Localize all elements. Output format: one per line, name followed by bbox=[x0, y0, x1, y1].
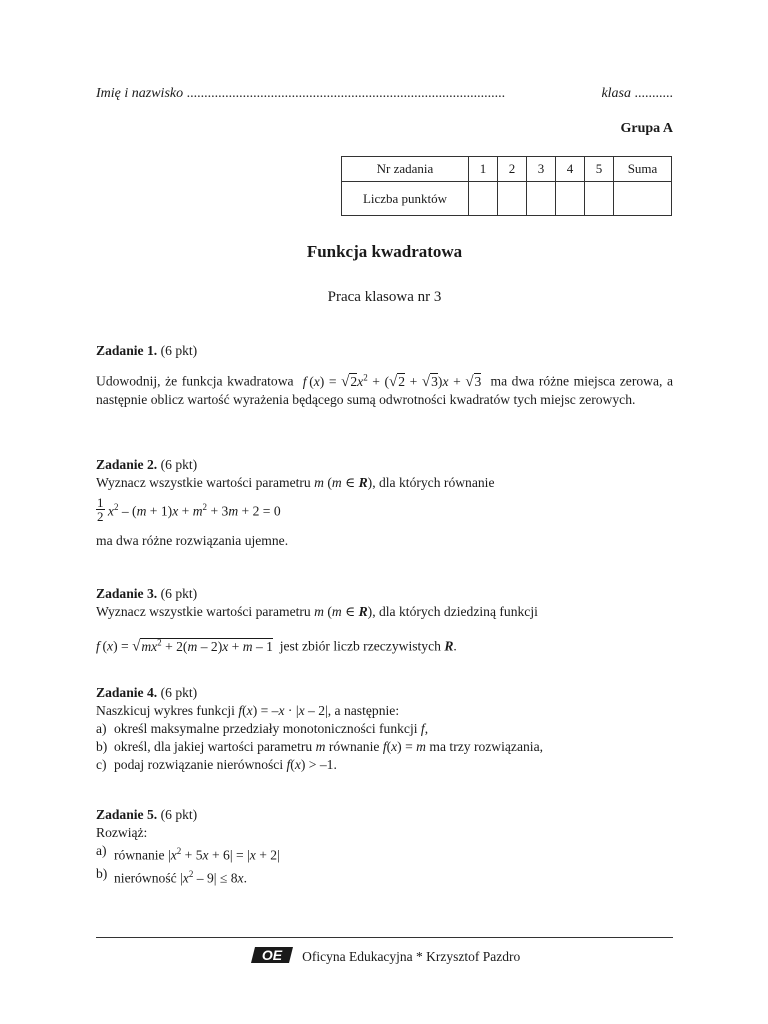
footer-divider bbox=[96, 937, 673, 938]
sum-label: Suma bbox=[614, 157, 672, 182]
list-item: a) równanie $|x^2 + 5x + 6| = |x + 2|$ bbox=[96, 843, 280, 863]
task-1-points: (6 pkt) bbox=[160, 343, 198, 358]
task-4-list bbox=[96, 720, 673, 774]
points-cell-3[interactable] bbox=[527, 182, 556, 216]
task-2-equation: $\frac{1}{2}$ $x^2 - (m + 1)x + m^2 + 3m + 2 = 0$ bbox=[97, 495, 281, 524]
publisher-logo-icon bbox=[249, 945, 295, 969]
name-dots: ........................................................................................... bbox=[186, 86, 506, 101]
task-4 bbox=[96, 684, 673, 774]
task-4-points: (6 pkt) bbox=[160, 685, 198, 700]
task-5-points: (6 pkt) bbox=[160, 807, 198, 822]
points-cell-5[interactable] bbox=[585, 182, 614, 216]
task-5-text: Rozwiąż: bbox=[96, 825, 148, 840]
list-item: b) określ, dla jakiej wartości parametru m równanie f(x) = m ma trzy rozwiązania, bbox=[96, 739, 544, 754]
worksheet-subtitle: Praca klasowa nr 3 bbox=[327, 289, 442, 305]
publisher-name: Oficyna Edukacyjna * Krzysztof Pazdro bbox=[302, 949, 521, 964]
task-3-formula: f $(x) = √mx^2 + 2(m - 2)x + m - 1$ jest zbiór liczb rzeczywistych R. bbox=[96, 637, 457, 655]
score-table-header-row bbox=[342, 157, 672, 182]
points-cell-sum[interactable] bbox=[614, 182, 672, 216]
task-2-heading bbox=[96, 456, 673, 474]
task-number-1: 1 bbox=[469, 157, 498, 182]
points-cell-1[interactable] bbox=[469, 182, 498, 216]
points-cell-4[interactable] bbox=[556, 182, 585, 216]
task-3-points: (6 pkt) bbox=[160, 586, 198, 601]
list-item: c) podaj rozwiązanie nierówności f(x) > –1. bbox=[96, 757, 337, 772]
score-table-points-row bbox=[342, 182, 672, 216]
task-1-label: Zadanie 1. bbox=[96, 343, 158, 358]
task-2-label: Zadanie 2. bbox=[96, 457, 158, 472]
task-3-text: Wyznacz wszystkie wartości parametru m (m ∈ R), dla których dziedziną funkcji bbox=[96, 604, 538, 619]
task-1 bbox=[96, 342, 673, 409]
task-3 bbox=[96, 585, 673, 656]
task-5-heading bbox=[96, 806, 673, 824]
footer bbox=[96, 945, 673, 969]
name-label: Imię i nazwisko bbox=[96, 86, 184, 101]
task-2-text-end: ma dwa różne rozwiązania ujemne. bbox=[96, 533, 289, 548]
class-label: klasa bbox=[601, 86, 631, 101]
task-2 bbox=[96, 456, 673, 550]
task-number-label: Nr zadania bbox=[342, 157, 469, 182]
worksheet-title: Funkcja kwadratowa bbox=[306, 242, 463, 261]
task-number-3: 3 bbox=[527, 157, 556, 182]
task-1-heading bbox=[96, 342, 673, 360]
task-number-5: 5 bbox=[585, 157, 614, 182]
task-1-text: Udowodnij, że funkcja kwadratowa f $(x) = √2x^2 + (√2 + √3)x + √3$ ma dwa różne miejsca zerowa, a następnie oblicz wartość wyrażenia będącego sumą odwrotności kwadratów tych miejsc zerowych. bbox=[96, 372, 673, 407]
task-2-points: (6 pkt) bbox=[160, 457, 198, 472]
list-item: a) określ maksymalne przedziały monotoniczności funkcji f, bbox=[96, 721, 429, 736]
points-label: Liczba punktów bbox=[342, 182, 469, 216]
task-5-list bbox=[96, 842, 673, 887]
task-number-4: 4 bbox=[556, 157, 585, 182]
group-label: Grupa A bbox=[620, 121, 673, 136]
score-table bbox=[341, 156, 672, 216]
task-4-label: Zadanie 4. bbox=[96, 685, 158, 700]
name-line bbox=[96, 86, 673, 102]
points-cell-2[interactable] bbox=[498, 182, 527, 216]
task-1-formula: f $(x) = √2x^2 + (√2 + √3)x + √3$ bbox=[302, 372, 482, 390]
task-number-2: 2 bbox=[498, 157, 527, 182]
task-5-label: Zadanie 5. bbox=[96, 807, 158, 822]
task-5 bbox=[96, 806, 673, 887]
task-2-text: Wyznacz wszystkie wartości parametru m (m ∈ R), dla których równanie bbox=[96, 475, 495, 490]
class-dots: ........... bbox=[634, 86, 673, 101]
task-3-heading bbox=[96, 585, 673, 603]
task-4-heading bbox=[96, 684, 673, 702]
svg-text:OE: OE bbox=[261, 947, 282, 963]
task-3-label: Zadanie 3. bbox=[96, 586, 158, 601]
class-field bbox=[601, 86, 673, 102]
list-item: b) nierówność $|x^2 - 9| \le 8x$. bbox=[96, 865, 247, 886]
task-4-text: Naszkicuj wykres funkcji f(x) = –x · |x – 2|, a następnie: bbox=[96, 703, 400, 718]
